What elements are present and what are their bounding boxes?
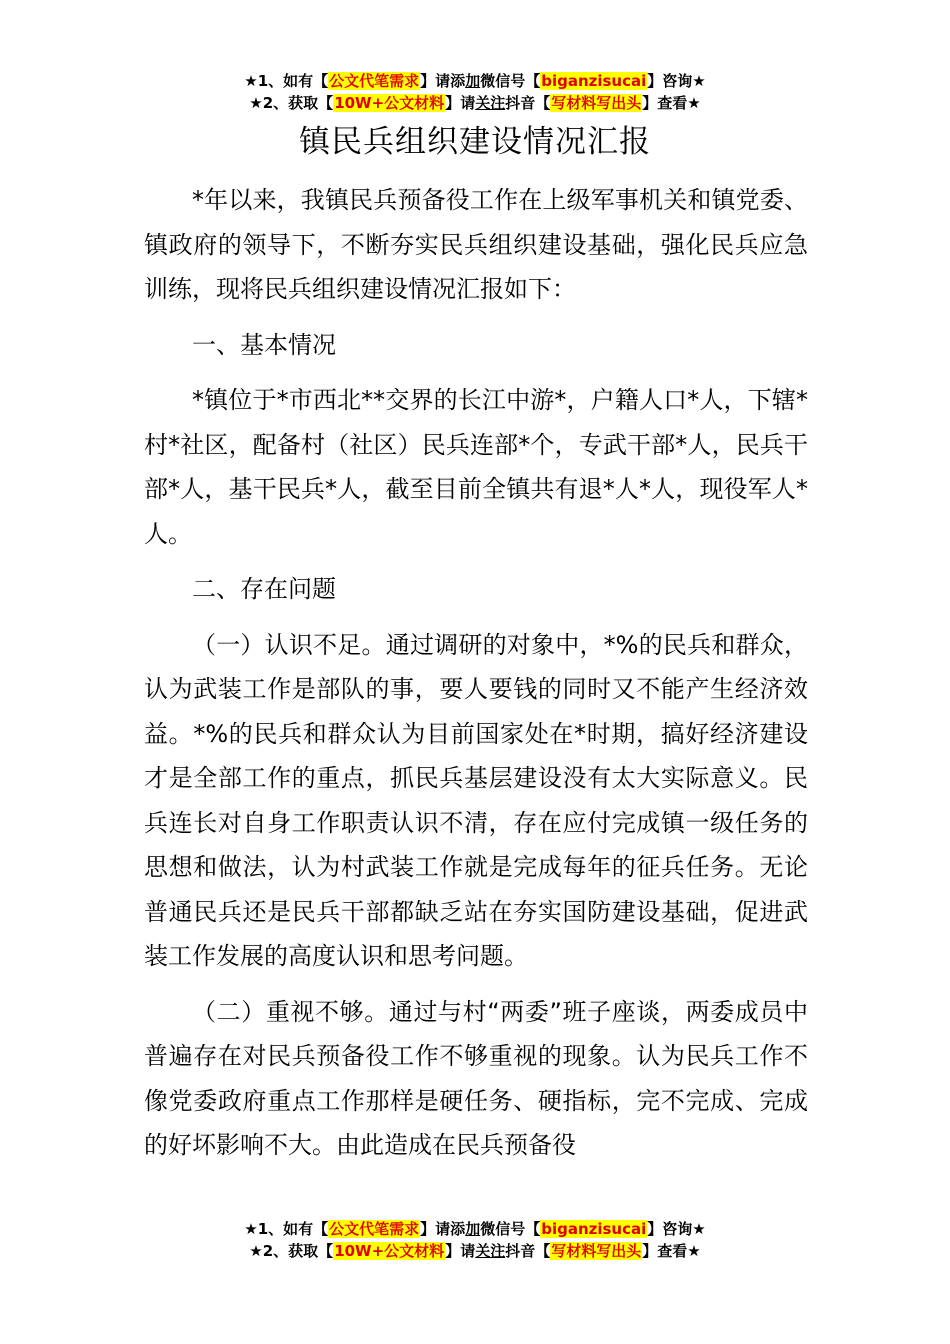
banner-text: 】请: [445, 94, 476, 112]
intro-paragraph: *年以来，我镇民兵预备役工作在上级军事机关和镇党委、镇政府的领导下，不断夯实民兵组织建设基础，强化民兵应急训练，现将民兵组织建设情况汇报如下：: [144, 186, 808, 303]
banner-text: 】请添: [420, 1220, 466, 1238]
banner-highlight: 写材料写出头: [551, 1242, 642, 1260]
banner-underline: 加: [465, 72, 481, 90]
banner-highlight: 10W+公文材料: [334, 1242, 445, 1260]
banner-text: 】咨询★: [647, 1220, 706, 1238]
banner-line-1: [0, 70, 950, 92]
banner-text: 】请添: [420, 72, 466, 90]
banner-highlight: 写材料写出头: [551, 94, 642, 112]
banner-text: ★1、如有【: [244, 1220, 329, 1238]
document-title: 镇民兵组织建设情况汇报: [299, 124, 651, 160]
header-banner: [0, 70, 950, 114]
banner-text: ★1、如有【: [244, 72, 329, 90]
problem-paragraph-2: （二）重视不够。通过与村“两委”班子座谈，两委成员中普遍存在对民兵预备役工作不够重视的现象。认为民兵工作不像党委政府重点工作那样是硬任务、硬指标，完不完成、完成的好坏影响不大。由此造成在民兵预备役: [144, 997, 808, 1159]
banner-line-2: [0, 1240, 950, 1262]
footer-banner: [0, 1218, 950, 1262]
banner-underline: 加: [465, 1220, 481, 1238]
banner-highlight: biganzisucai: [541, 1220, 647, 1238]
banner-text: 】咨询★: [647, 72, 706, 90]
section-heading-basic: 一、基本情况: [192, 330, 336, 359]
banner-underline: 关注: [475, 94, 506, 112]
document-body: [144, 178, 808, 1168]
banner-text: 微信号【: [480, 1220, 541, 1238]
banner-text: 】查看★: [642, 94, 701, 112]
section-heading-problems: 二、存在问题: [192, 575, 336, 603]
banner-highlight: biganzisucai: [541, 72, 647, 90]
banner-text: ★2、获取【: [249, 94, 334, 112]
banner-line-2: [0, 92, 950, 114]
banner-highlight: 公文代笔需求: [329, 72, 420, 90]
problem-paragraph-1: （一）认识不足。通过调研的对象中，*%的民兵和群众，认为武装工作是部队的事，要人要钱的同时又不能产生经济效益。*%的民兵和群众认为目前国家处在*时期，搞好经济建设才是全部工作的重点，抓民兵基层建设没有太大实际意义。民兵连长对自身工作职责认识不清，存在应付完成镇一级任务的思想和做法，认为村武装工作就是完成每年的征兵任务。无论普通民兵还是民兵干部都缺乏站在夯实国防建设基础，促进武装工作发展的高度认识和思考问题。: [144, 630, 808, 970]
banner-text: 】请: [445, 1242, 476, 1260]
banner-text: 】查看★: [642, 1242, 701, 1260]
banner-highlight: 10W+公文材料: [334, 94, 445, 112]
banner-text: 抖音【: [505, 94, 551, 112]
banner-highlight: 公文代笔需求: [329, 1220, 420, 1238]
banner-line-1: [0, 1218, 950, 1240]
banner-underline: 关注: [475, 1242, 506, 1260]
banner-text: 抖音【: [505, 1242, 551, 1260]
banner-text: ★2、获取【: [249, 1242, 334, 1260]
banner-text: 微信号【: [480, 72, 541, 90]
section-basic-paragraph: *镇位于*市西北**交界的长江中游*，户籍人口*人，下辖*村*社区，配备村（社区）民兵连部*个，专武干部*人，民兵干部*人，基干民兵*人，截至目前全镇共有退*人*人，现役军人*人。: [144, 386, 808, 548]
